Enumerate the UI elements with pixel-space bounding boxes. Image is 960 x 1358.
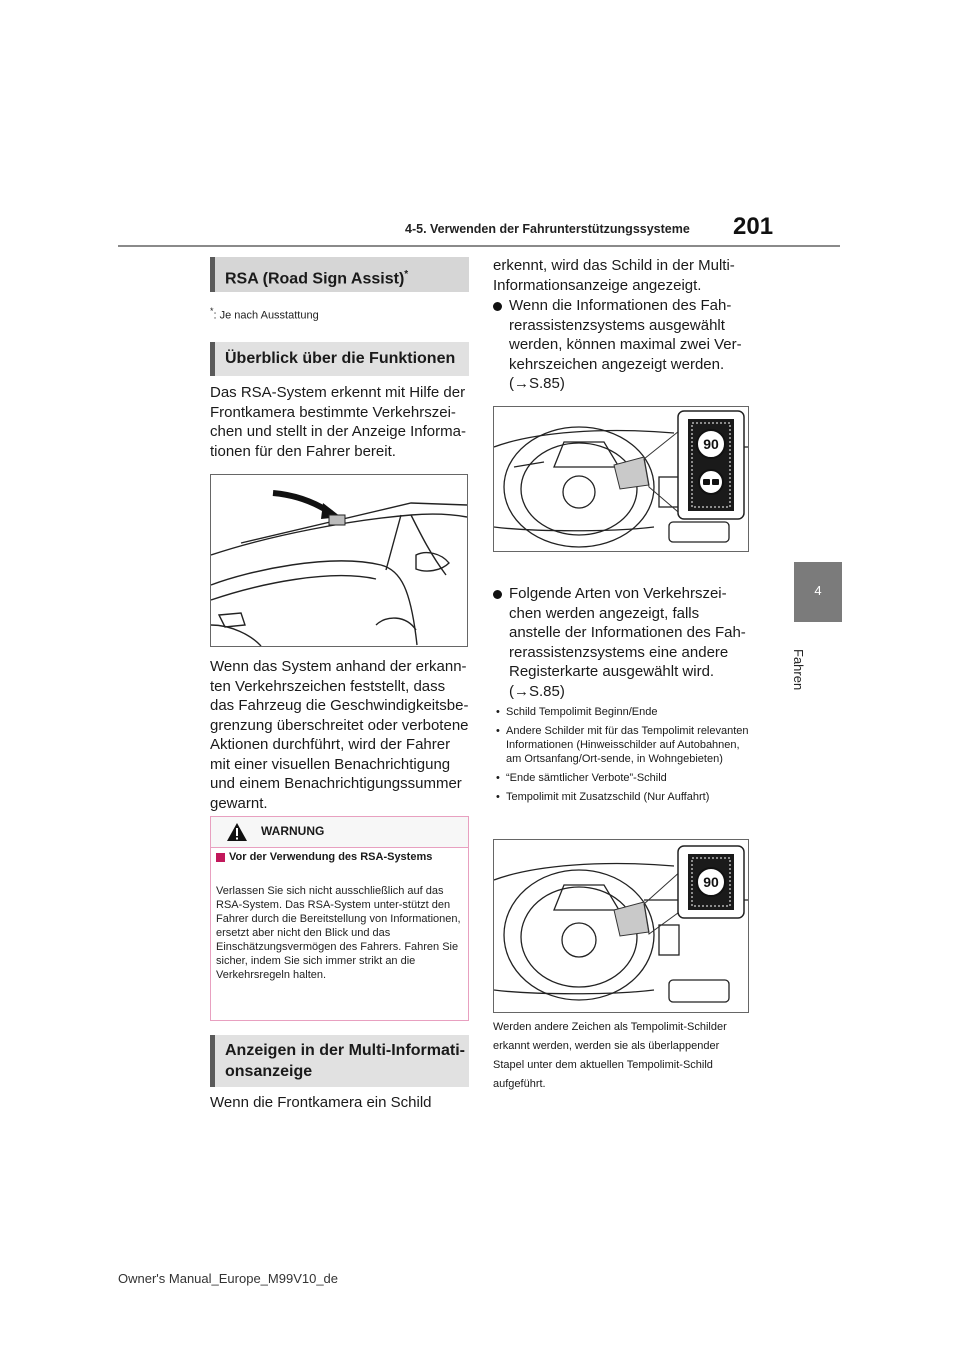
warning-subheading: Vor der Verwendung des RSA-Systems: [229, 851, 433, 863]
dashboard-illustration-1: [494, 407, 748, 551]
page-number: 201: [733, 213, 774, 240]
multi-info-section-title: Anzeigen in der Multi-Informati-onsanzeige: [210, 1035, 469, 1087]
warning-header: [211, 817, 468, 848]
dashboard-illustration-2: [494, 840, 748, 1012]
overview-paragraph: Das RSA-System erkennt mit Hilfe der Frontkamera bestimmte Verkehrszei-chen und stellt in der Anzeige Informa-tionen für den Fahrer bereit.: [210, 384, 466, 460]
bullet-ref[interactable]: (→S.85): [509, 682, 565, 700]
warning-bullet-square: [216, 853, 225, 862]
list-item: • Schild Tempolimit Beginn/Ende: [494, 705, 750, 719]
list-item: • Andere Schilder mit für das Tempolimit relevanten Informationen (Hinweisschilder auf Autobahnen, am Ortsanfang/Ort-sende, in Wohngebieten): [494, 724, 750, 766]
dashboard-one-sign-figure: [493, 839, 749, 1013]
manual-footer: Owner's Manual_Europe_M99V10_de: [118, 1271, 339, 1286]
list-item: • “Ende sämtlicher Verbote”-Schild: [494, 771, 750, 785]
chapter-tab-number: 4: [814, 583, 822, 598]
continuation-paragraph: erkennt, wird das Schild in der Multi-Informationsanzeige angezeigt.: [493, 257, 735, 294]
bullet-ref[interactable]: (→S.85): [509, 375, 565, 392]
bullet-dot: [493, 590, 502, 599]
bullet-sign-types: Folgende Arten von Verkehrszei-chen werden angezeigt, falls anstelle der Informationen des Fah-rerassistenzsystems eine andere Registerkarte ausgewählt wird. (→S.85): [493, 584, 749, 701]
rsa-section-title: RSA (Road Sign Assist)*: [210, 257, 469, 292]
figure-caption: Werden andere Zeichen als Tempolimit-Schilder erkannt werden, werden sie als überlappender Stapel unter dem aktuellen Tempolimit-Schild aufgeführt.: [493, 1021, 727, 1090]
list-item: • Tempolimit mit Zusatzschild (Nur Auffahrt): [494, 790, 750, 804]
chapter-tab-label: Fahren: [791, 649, 806, 691]
dashboard-two-signs-figure: [493, 406, 749, 552]
warning-title: WARNUNG: [261, 824, 325, 838]
speed-warning-paragraph: Wenn das System anhand der erkann-ten Verkehrszeichen feststellt, dass das Fahrzeug die Geschwindigkeitsbe-grenzung überschreitet oder verbotene Aktionen durchführt, wird der Fahrer mit einer visuellen Benachrichtigung und einem Benachrichtigungssummer gewarnt.: [210, 658, 469, 812]
warning-box: [210, 816, 469, 1021]
running-header-title: 4-5. Verwenden der Fahrunterstützungssysteme: [405, 222, 690, 236]
bullet-dot: [493, 302, 502, 311]
warning-body: Verlassen Sie sich nicht ausschließlich auf das RSA-System. Das RSA-System unter-stützt den Fahrer durch die Bereitstellung von Informationen, ersetzt aber nicht den Blick und das Einschätzungsvermögen des Fahrers. Fahren Sie sicher, indem Sie sich immer strikt an die Verkehrsregeln halten.: [216, 885, 461, 981]
bullet-driver-assist: Wenn die Informationen des Fah-rerassistenzsystems ausgewählt werden, können maximal zwei Ver-kehrszeichen angezeigt werden. (→S.85): [493, 296, 749, 394]
header-rule: [118, 245, 840, 247]
windshield-camera-figure: [210, 474, 468, 647]
footnote: *: Je nach Ausstattung: [210, 306, 319, 322]
overview-section-title: Überblick über die Funktionen: [210, 342, 469, 376]
multi-info-paragraph: Wenn die Frontkamera ein Schild: [210, 1094, 432, 1111]
speed-sign-value-1: 90: [703, 436, 719, 452]
speed-sign-value-2: 90: [703, 874, 719, 890]
windshield-camera-illustration: [211, 475, 467, 646]
sign-types-list: [494, 705, 750, 804]
warning-triangle-icon: [226, 822, 248, 842]
